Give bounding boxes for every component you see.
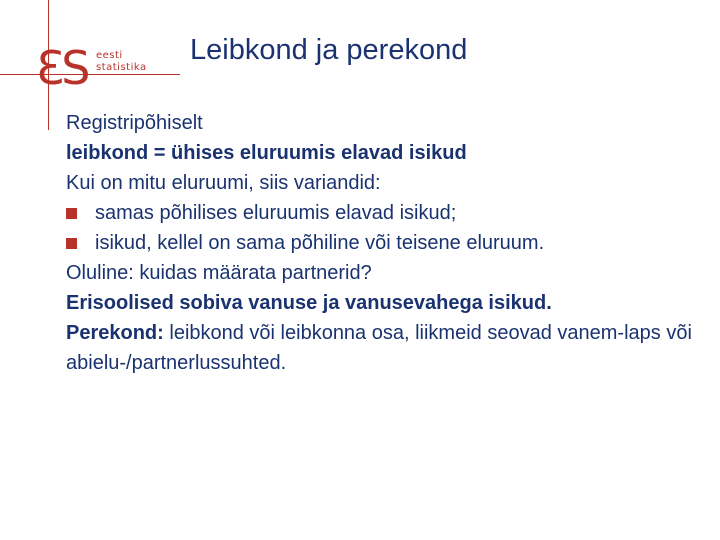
svg-text:eesti: eesti <box>96 50 123 61</box>
family-label: Perekond: <box>66 322 164 344</box>
slide-title: Leibkond ja perekond <box>190 34 468 66</box>
bullet-item <box>66 228 706 258</box>
statistics-estonia-logo <box>34 36 184 96</box>
bullet-item <box>66 198 706 228</box>
text-line-important: Oluline: kuidas määrata partnerid? <box>66 262 372 284</box>
text-paragraph-family <box>66 318 706 378</box>
svg-text:statistika: statistika <box>96 62 147 73</box>
square-bullet-icon <box>66 208 77 219</box>
bullet-text: samas põhilises eluruumis elavad isikud; <box>95 202 457 224</box>
text-line-variants: Kui on mitu eluruumi, siis variandid: <box>66 172 381 194</box>
text-line-partners: Erisoolised sobiva vanuse ja vanusevahega isikud. <box>66 292 552 314</box>
family-text: leibkond või leibkonna osa, liikmeid seovad vanem-laps või abielu-/partnerlussuhted. <box>66 322 692 374</box>
bullet-text: isikud, kellel on sama põhiline või teisene eluruum. <box>95 232 545 254</box>
square-bullet-icon <box>66 238 77 249</box>
svg-text:ƐS: ƐS <box>36 41 88 95</box>
text-line-registry: Registripõhiselt <box>66 112 203 134</box>
slide-body <box>66 108 706 378</box>
text-line-definition: leibkond = ühises eluruumis elavad isikud <box>66 142 467 164</box>
